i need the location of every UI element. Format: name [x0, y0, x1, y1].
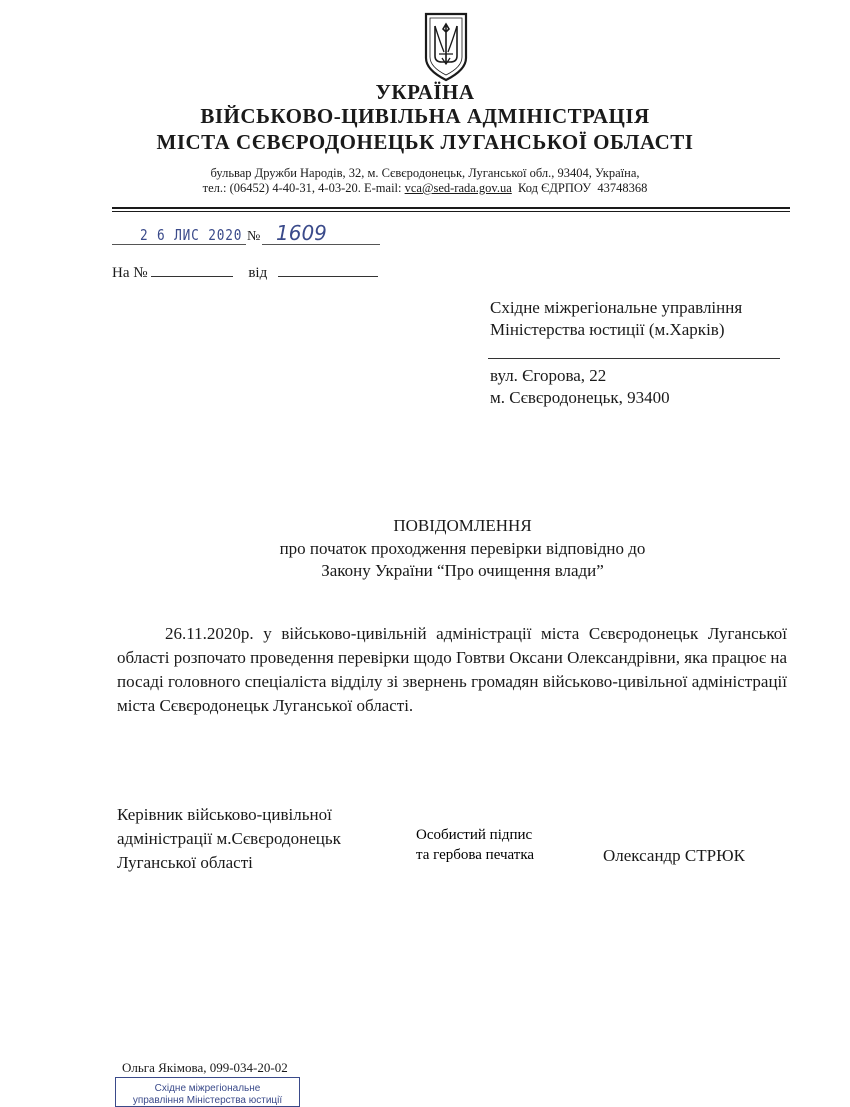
reference-line — [112, 262, 378, 282]
date-underline — [112, 244, 246, 245]
incoming-stamp-line1: Східне міжрегіональне — [154, 1083, 261, 1094]
contacts-email-link[interactable]: vca@sed-rada.gov.ua — [404, 181, 512, 195]
recipient-street: вул. Єгорова, 22 — [490, 366, 607, 385]
reference-from: від — [248, 265, 268, 281]
header-rule — [112, 207, 790, 209]
recipient-line2: Міністерства юстиції (м.Харків) — [490, 320, 725, 339]
body-paragraph: 26.11.2020р. у військово-цивільній адміністрації міста Сєвєродонецьк Луганської області розпочато проведення перевірки щодо Говтви Оксани Олександрівни, яка працює на посаді головного спеціаліста відділу зі звернень громадян військово-цивільної адміністрації міста Сєвєродонецьк Луганської області. — [117, 624, 788, 715]
recipient-rule — [488, 358, 780, 359]
signatory-position — [117, 803, 341, 875]
header-rule-thin — [112, 211, 790, 212]
incoming-stamp-line2: управління Міністерства юстиції — [132, 1095, 283, 1106]
notice-title: ПОВІДОМЛЕННЯ — [393, 516, 532, 535]
reference-prefix: На № — [112, 265, 148, 281]
registration-number: 1609 — [276, 221, 327, 245]
notice-subtitle1: про початок проходження перевірки відповідно до — [279, 539, 646, 558]
signatory-position-line3: Луганської області — [117, 853, 253, 872]
trident-emblem-icon — [422, 12, 470, 82]
org-title-line1: ВІЙСЬКОВО-ЦИВІЛЬНА АДМІНІСТРАЦІЯ — [200, 104, 650, 128]
contacts-code: Код ЄДРПОУ 43748368 — [511, 181, 648, 195]
contacts-phones: тел.: (06452) 4-40-31, 4-03-20. E-mail: — [202, 181, 405, 195]
org-contacts — [0, 181, 850, 196]
number-underline — [262, 244, 380, 245]
signature-placeholder — [416, 825, 534, 865]
recipient-line1: Східне міжрегіональне управління — [490, 298, 743, 317]
number-label: № — [247, 229, 261, 244]
org-address: бульвар Дружби Народів, 32, м. Сєвєродонецьк, Луганської обл., 93404, Україна, — [210, 166, 640, 180]
signature-placeholder-line1: Особистий підпис — [416, 827, 533, 843]
signatory-position-line2: адміністрації м.Сєвєродонецьк — [117, 829, 341, 848]
signatory-position-line1: Керівник військово-цивільної — [117, 805, 332, 824]
date-stamp: 2 6 ЛИС 2020 — [140, 226, 243, 244]
signatory-name: Олександр СТРЮК — [603, 846, 745, 865]
country-title: УКРАЇНА — [375, 80, 475, 104]
reference-date-blank — [278, 262, 378, 277]
org-title-line2: МІСТА СЄВЄРОДОНЕЦЬК ЛУГАНСЬКОЇ ОБЛАСТІ — [156, 130, 694, 154]
recipient-city: м. Сєвєродонецьк, 93400 — [490, 388, 670, 407]
notice-subtitle2: Закону України “Про очищення влади” — [321, 561, 604, 580]
signature-placeholder-line2: та гербова печатка — [416, 847, 535, 863]
executor-contact: Ольга Якімова, 099-034-20-02 — [122, 1060, 288, 1075]
reference-number-blank — [151, 262, 233, 277]
incoming-stamp — [115, 1077, 300, 1107]
